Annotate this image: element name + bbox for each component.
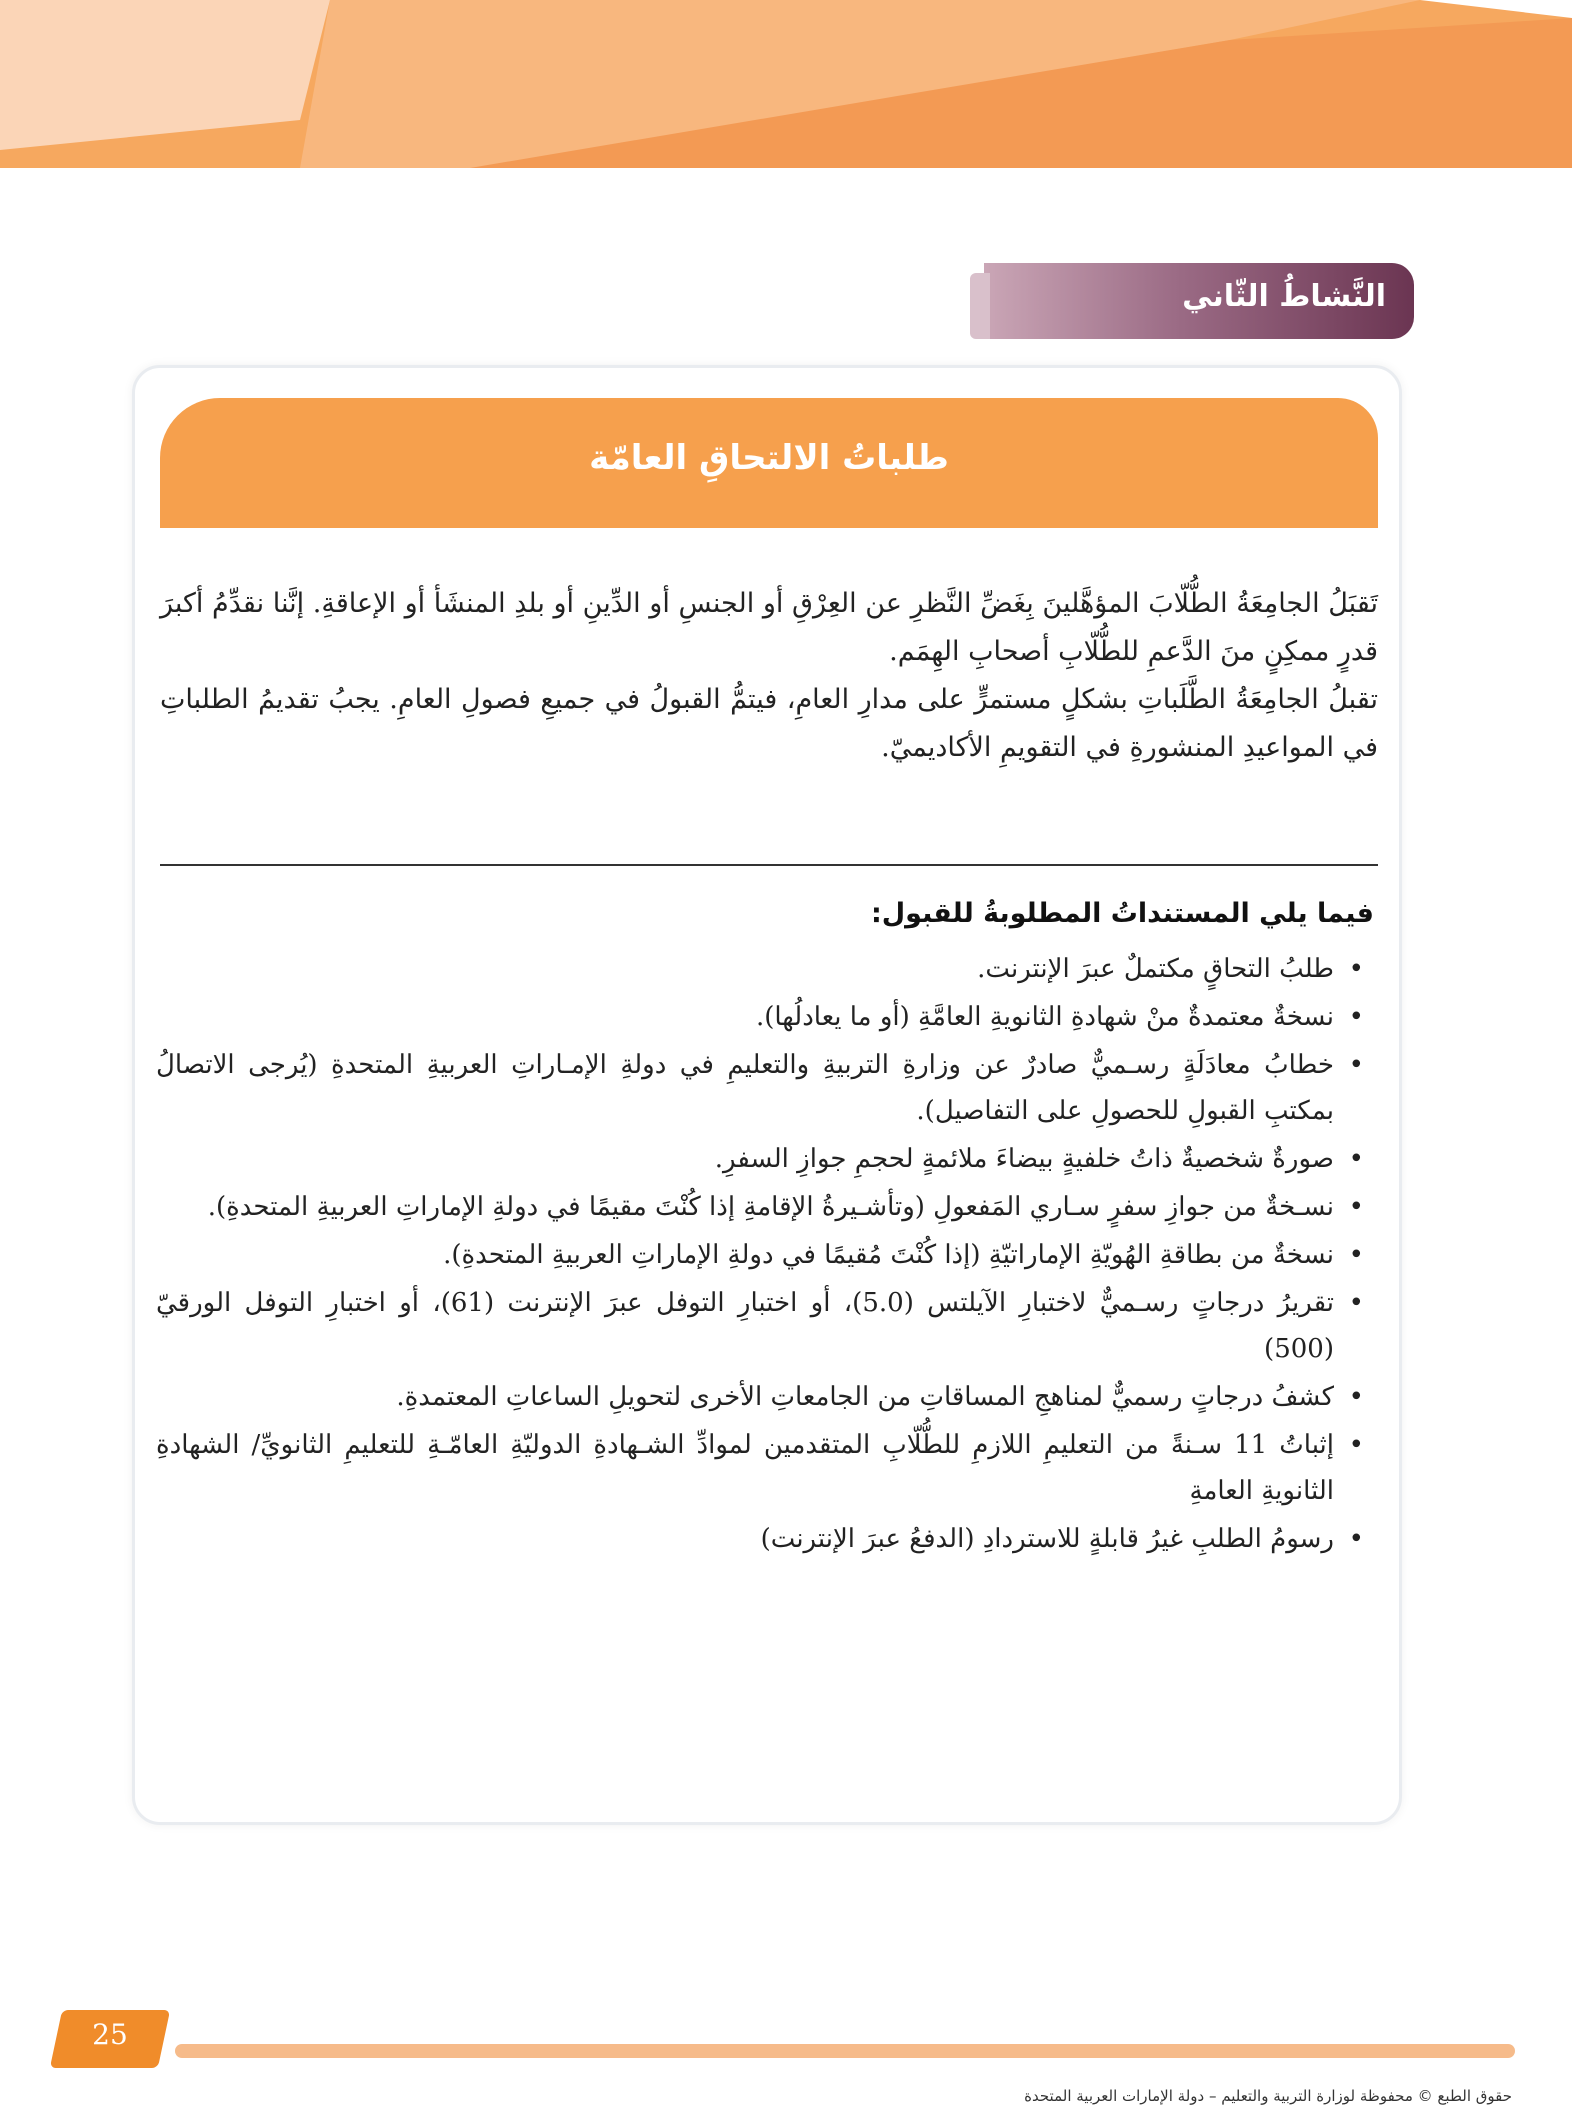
- activity-tab: [984, 263, 1414, 339]
- docs-heading: فيما يلي المستنداتُ المطلوبةُ للقبول:: [870, 898, 1374, 929]
- activity-label: النَّشاطُ الثّاني: [1182, 279, 1386, 314]
- list-item: • طلبُ التحاقٍ مكتملٌ عبرَ الإنترنت.: [156, 946, 1334, 992]
- intro-text: [160, 580, 1378, 772]
- list-item: • نسخةٌ من بطاقةِ الهُويّةِ الإماراتيّةِ (إذا كُنْتَ مُقيمًا في دولةِ الإماراتِ العربيةِ المتحدةِ).: [156, 1232, 1334, 1278]
- required-documents-list: [156, 946, 1374, 1564]
- list-item: • رسومُ الطلبِ غيرُ قابلةٍ للاستردادِ (الدفعُ عبرَ الإنترنت): [156, 1516, 1334, 1562]
- content-card: [132, 365, 1402, 1825]
- list-item: • صورةٌ شخصيةٌ ذاتُ خلفيةٍ بيضاءَ ملائمةٍ لحجمِ جوازِ السفرِ.: [156, 1136, 1334, 1182]
- card-header: [160, 398, 1378, 528]
- footer-bar: [175, 2044, 1515, 2058]
- top-decorative-banner: [0, 0, 1572, 168]
- footer-copyright: حقوق الطبع © محفوظة لوزارة التربية والتعليم – دولة الإمارات العربية المتحدة: [1024, 2087, 1512, 2105]
- card-title: طلباتُ الالتحاقِ العامّة: [589, 438, 949, 478]
- list-item: • نسخةٌ معتمدةٌ منْ شهادةِ الثانويةِ العامَّةِ (أو ما يعادلُها).: [156, 994, 1334, 1040]
- intro-paragraph: تَقبَلُ الجامِعَةُ الطُّلّابَ المؤهَّلينَ بِغَضِّ النَّظرِ عن العِرْقِ أو الجنسِ أو الدِّينِ أو بلدِ المنشَأ أو الإعاقةِ. إنَّنا نقدِّمُ أكبرَ قدرٍ ممكِنٍ منَ الدَّعمِ للطُّلّابِ أصحابِ الهِمَم.: [160, 588, 1378, 667]
- list-item: • إثباتُ 11 سـنةً من التعليمِ اللازمِ للطُّلّابِ المتقدمين لموادِّ الشـهادةِ الدوليّةِ العامّـةِ للتعليمِ الثانويِّ/ الشهادةِ الثانويةِ العامةِ: [156, 1422, 1334, 1514]
- list-item: • خطابُ معادَلَةٍ رسـميٌّ صادرٌ عن وزارةِ التربيةِ والتعليمِ في دولةِ الإمـاراتِ العربيةِ المتحدةِ (يُرجى الاتصالُ بمكتبِ القبولِ للحصولِ على التفاصيل).: [156, 1042, 1334, 1134]
- intro-paragraph: تقبلُ الجامِعَةُ الطَّلَباتِ بشكلٍ مستمرٍّ على مدارِ العامِ، فيتمُّ القبولُ في جميعِ فصولِ العامِ. يجبُ تقديمُ الطلباتِ في المواعيدِ المنشورةِ في التقويمِ الأكاديميّ.: [160, 684, 1378, 763]
- list-item: • تقريرُ درجاتٍ رسـميٌّ لاختبارِ الآيلتس (5.0)، أو اختبارِ التوفل عبرَ الإنترنت (61)، أو اختبارِ التوفل الورقيّ (500): [156, 1280, 1334, 1372]
- list-item: • نسـخةٌ من جوازِ سفرٍ سـاري المَفعولِ (وتأشـيرةُ الإقامةِ إذا كُنْتَ مقيمًا في دولةِ الإماراتِ العربيةِ المتحدةِ).: [156, 1184, 1334, 1230]
- page-number: 25: [92, 2018, 128, 2051]
- list-item: • كشفُ درجاتٍ رسميٌّ لمناهجِ المساقاتِ من الجامعاتِ الأخرى لتحويلِ الساعاتِ المعتمدةِ.: [156, 1374, 1334, 1420]
- section-divider: [160, 864, 1378, 866]
